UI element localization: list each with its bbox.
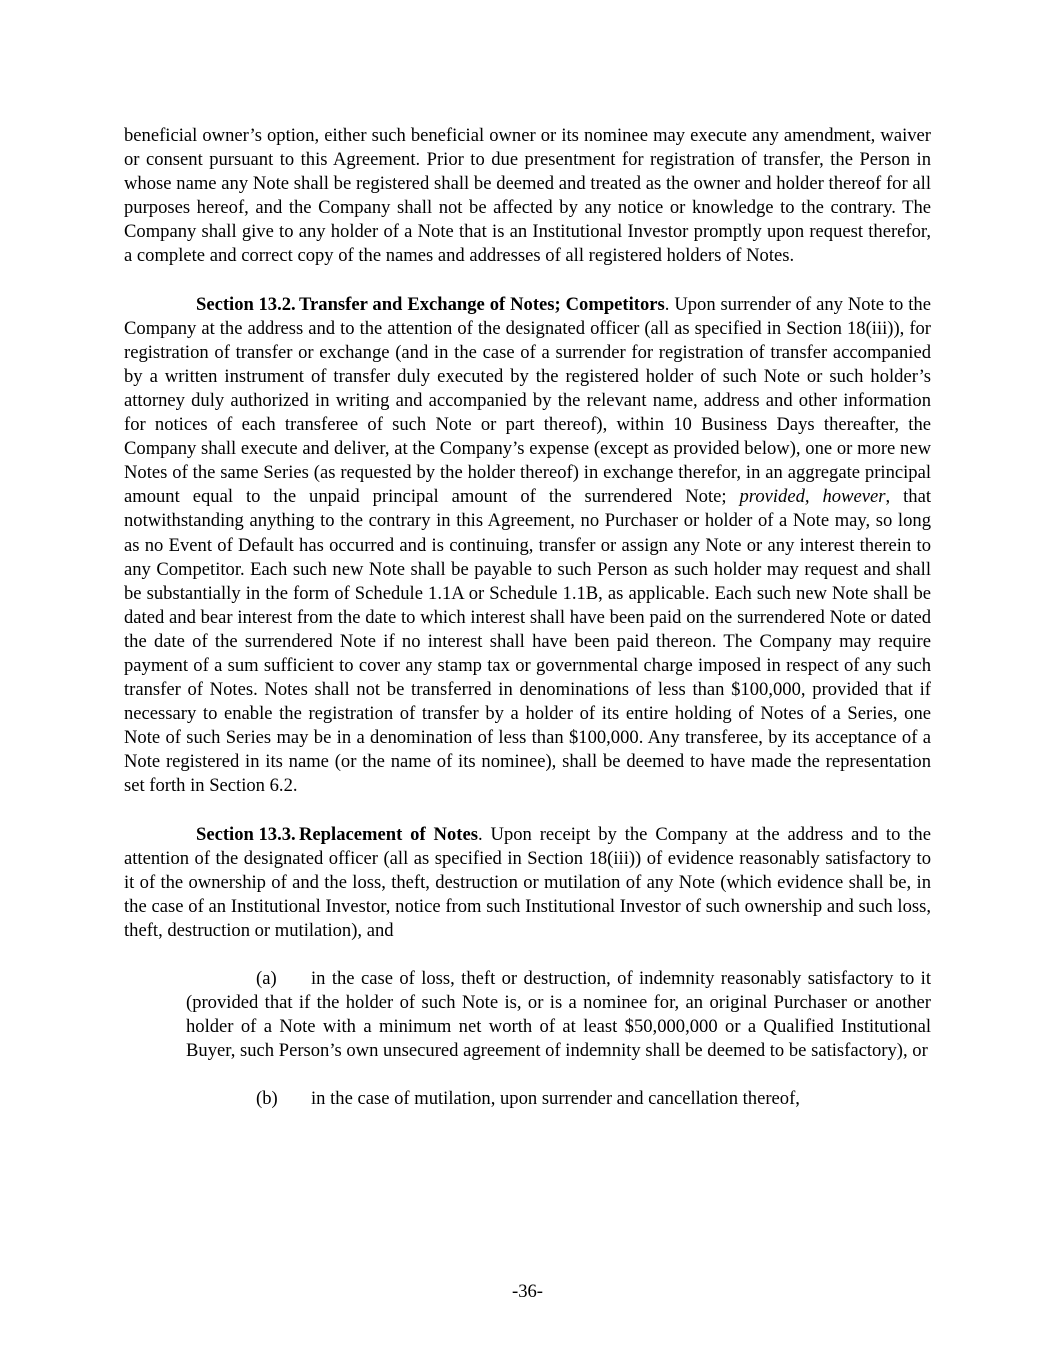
clause-b — [186, 1087, 931, 1111]
document-page — [124, 124, 931, 1111]
section-13-2-number: Section 13.2. — [196, 293, 296, 315]
section-13-3-paragraph — [124, 823, 931, 943]
section-13-2-proviso: provided, however — [739, 486, 886, 508]
section-13-3-title: Replacement of Notes — [299, 823, 478, 845]
page-number: -36- — [512, 1281, 543, 1302]
section-13-2-paragraph — [124, 293, 931, 799]
clause-a — [186, 967, 931, 1063]
intro-paragraph: beneficial owner’s option, either such beneficial owner or its nominee may execute any amendment, waiver or consent pursuant to this Agreement. Prior to due presentment for registration of transfer, the Person in whose name any Note shall be registered shall be deemed and treated as the owner and holder thereof for all purposes hereof, and the Company shall not be affected by any notice or knowledge to the contrary. The Company shall give to any holder of a Note that is an Institutional Investor promptly upon request therefor, a complete and correct copy of the names and addresses of all registered holders of Notes. — [124, 125, 931, 267]
section-13-2-title: Transfer and Exchange of Notes; Competitors — [299, 293, 665, 315]
section-13-3-number: Section 13.3. — [196, 823, 296, 845]
section-13-2-body-b: , that notwithstanding anything to the contrary in this Agreement, no Purchaser or holder of a Note may, so long as no Event of Default has occurred and is continuing, transfer or assign any Note or any interest therein to any Competitor. Each such new Note shall be payable to such Person as such holder may request and shall be substantially in the form of Schedule 1.1A or Schedule 1.1B, as applicable. Each such new Note shall be dated and bear interest from the date to which interest shall have been paid on the surrendered Note or dated the date of the surrendered Note if no interest shall have been paid thereon. The Company may require payment of a sum sufficient to cover any stamp tax or governmental charge imposed in respect of any such transfer of Notes. Notes shall not be transferred in denominations of less than $100,000, provided that if necessary to enable the registration of transfer by a holder of its entire holding of Notes of a Series, one Note of such Series may be in a denomination of less than $100,000. Any transferee, by its acceptance of a Note registered in its name (or the name of its nominee), shall be deemed to have made the representation set forth in Section 6.2. — [124, 486, 931, 797]
section-13-2-body-a: . Upon surrender of any Note to the Company at the address and to the attention of the designated officer (all as specified in Section 18(iii)), for registration of transfer or exchange (and in the case of a surrender for registration of transfer accompanied by a written instrument of transfer duly executed by the registered holder of such Note or such holder’s attorney duly authorized in writing and accompanied by the relevant name, address and other information for notices of each transferee of such Note or part thereof), within 10 Business Days thereafter, the Company shall execute and deliver, at the Company’s expense (except as provided below), one or more new Notes of the same Series (as requested by the holder thereof) in exchange therefor, in an aggregate principal amount equal to the unpaid principal amount of the surrendered Note; — [124, 293, 931, 508]
clause-b-text: in the case of mutilation, upon surrender and cancellation thereof, — [311, 1088, 800, 1110]
clause-a-label: (a) — [256, 968, 277, 989]
section-13-3-body: . Upon receipt by the Company at the address and to the attention of the designated officer (all as specified in Section 18(iii)) of evidence reasonably satisfactory to it of the ownership of and the loss, theft, destruction or mutilation of any Note (which evidence shall be, in the case of an Institutional Investor, notice from such Institutional Investor of such ownership and such loss, theft, destruction or mutilation), and — [124, 823, 931, 941]
clause-b-label: (b) — [256, 1088, 278, 1110]
clause-a-text: in the case of loss, theft or destruction, of indemnity reasonably satisfactory to it (provided that if the holder of such Note is, or is a nominee for, an original Purchaser or another holder of a Note with a minimum net worth of at least $50,000,000 or a Qualified Institutional Buyer, such Person’s own unsecured agreement of indemnity shall be deemed to be satisfactory), or — [186, 968, 931, 1062]
